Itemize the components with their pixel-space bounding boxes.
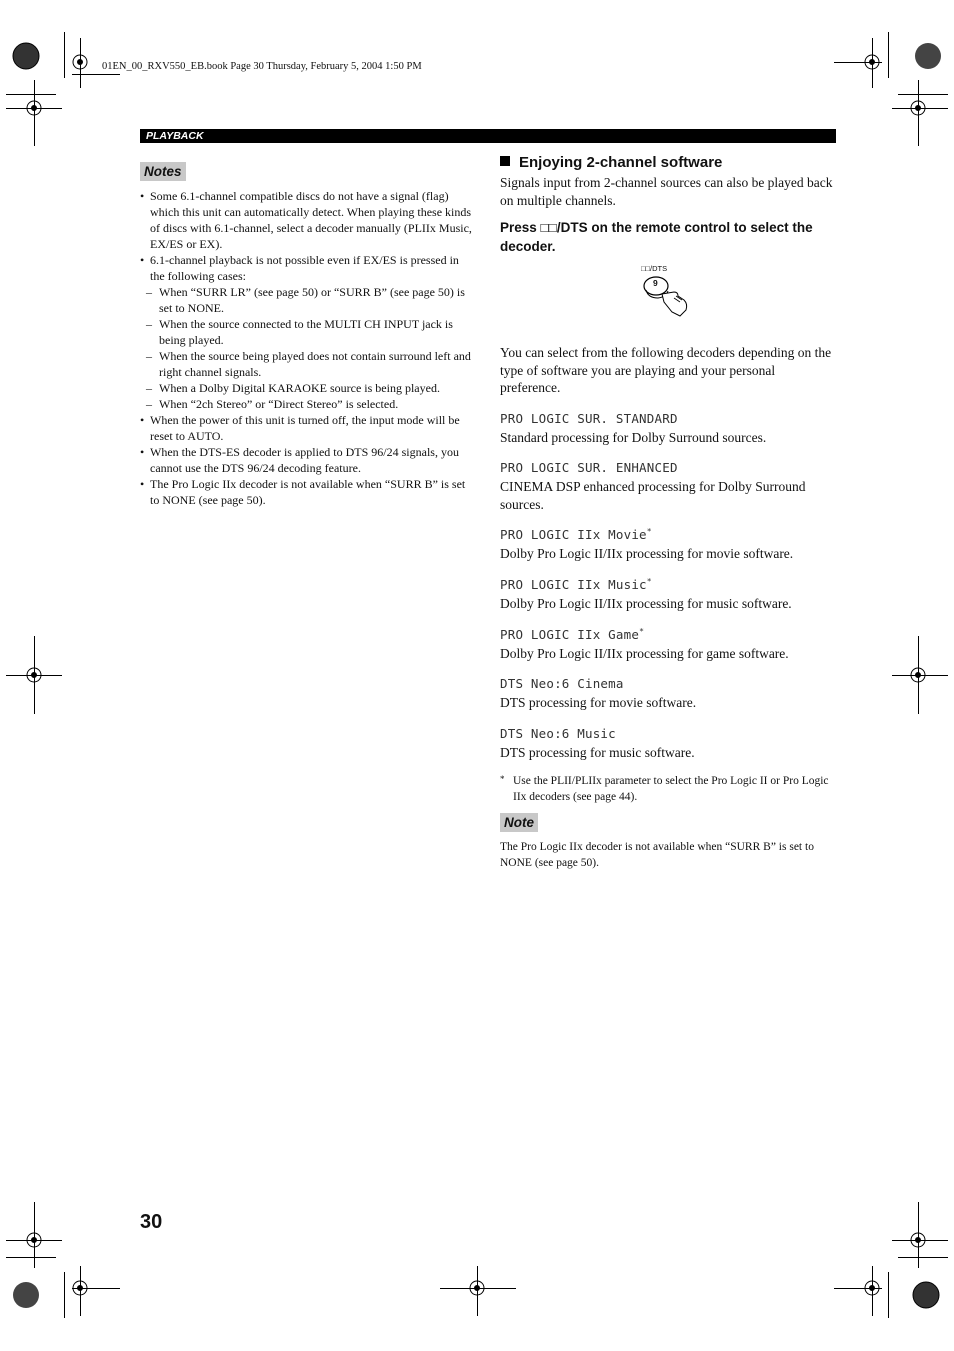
remote-button-icon — [640, 272, 692, 320]
decoder-entry — [500, 407, 836, 447]
button-caption: □□/DTS — [641, 264, 668, 273]
button-number: 9 — [653, 278, 658, 288]
select-text: You can select from the following decoders depending on the type of software you are playing and your personal preference. — [500, 345, 832, 395]
decoder-name: PRO LOGIC IIx Movie* — [500, 527, 652, 543]
square-bullet-icon — [500, 156, 510, 166]
decoder-entry — [500, 573, 836, 613]
section-title: PLAYBACK — [146, 130, 204, 142]
note-dash-item: – When the source connected to the MULTI CH INPUT jack is being played. — [140, 316, 476, 348]
decoder-name: PRO LOGIC SUR. ENHANCED — [500, 460, 678, 476]
notes-list — [140, 188, 476, 508]
file-header-info: 01EN_00_RXV550_EB.book Page 30 Thursday, February 5, 2004 1:50 PM — [102, 61, 422, 72]
note-bullet-item: • 6.1-channel playback is not possible even if EX/ES is pressed in the following cases: — [140, 252, 476, 284]
decoder-description: Dolby Pro Logic II/IIx processing for music software. — [500, 596, 792, 612]
notes-label: Notes — [140, 162, 186, 181]
decoder-entry — [500, 623, 836, 663]
section-bar — [140, 129, 836, 143]
note-bullet-item: • The Pro Logic IIx decoder is not available when “SURR B” is set to NONE (see page 50). — [140, 476, 476, 508]
page-number: 30 — [140, 1211, 163, 1233]
decoder-name: PRO LOGIC SUR. STANDARD — [500, 410, 678, 426]
remote-button-illustration — [500, 256, 836, 338]
decoder-name: PRO LOGIC IIx Music* — [500, 576, 652, 593]
decoder-description: CINEMA DSP enhanced processing for Dolby Surround sources. — [500, 479, 806, 512]
note-dash-item: – When “2ch Stereo” or “Direct Stereo” is selected. — [140, 396, 476, 412]
decoder-asterisk: * — [646, 576, 652, 586]
note-dash-item: – When “SURR LR” (see page 50) or “SURR B” (see page 50) is set to NONE. — [140, 284, 476, 316]
press-instruction: Press □□/DTS on the remote control to select the decoder. — [500, 220, 813, 254]
decoder-description: Standard processing for Dolby Surround sources. — [500, 429, 767, 445]
note-text: The Pro Logic IIx decoder is not available when “SURR B” is set to NONE (see page 50). — [500, 840, 814, 869]
decoder-name: DTS Neo:6 Cinema — [500, 676, 624, 692]
decoder-entry — [500, 722, 836, 762]
decoder-asterisk: * — [639, 626, 645, 636]
decoder-name: DTS Neo:6 Music — [500, 726, 616, 742]
note-bullet-item: • When the DTS-ES decoder is applied to DTS 96/24 signals, you cannot use the DTS 96/24 decoding feature. — [140, 444, 476, 476]
note-label: Note — [500, 813, 538, 832]
decoder-description: DTS processing for movie software. — [500, 695, 697, 711]
decoder-description: Dolby Pro Logic II/IIx processing for movie software. — [500, 546, 794, 562]
decoder-entry — [500, 523, 836, 563]
decoder-entry — [500, 672, 836, 712]
right-column — [500, 153, 836, 871]
note-dash-item: – When a Dolby Digital KARAOKE source is being played. — [140, 380, 476, 396]
footnote: * Use the PLII/PLIIx parameter to select the Pro Logic II or Pro Logic IIx decoders (see page 44). — [500, 773, 829, 803]
intro-text: Signals input from 2-channel sources can also be played back on multiple channels. — [500, 175, 833, 208]
decoder-list — [500, 407, 836, 762]
decoder-asterisk: * — [646, 527, 652, 537]
note-bullet-item: • When the power of this unit is turned off, the input mode will be reset to AUTO. — [140, 412, 476, 444]
decoder-description: DTS processing for music software. — [500, 745, 695, 761]
section-heading: Enjoying 2-channel software — [500, 153, 836, 173]
decoder-name: PRO LOGIC IIx Game* — [500, 626, 645, 642]
note-dash-item: – When the source being played does not contain surround left and right channel signals. — [140, 348, 476, 380]
note-bullet-item: • Some 6.1-channel compatible discs do not have a signal (flag) which this unit can automatically detect. When playing these kinds of discs with 6.1-channel, select a decoder manually (PLIIx Music, EX/ES or EX). — [140, 188, 476, 252]
decoder-description: Dolby Pro Logic II/IIx processing for game software. — [500, 645, 789, 661]
decoder-entry — [500, 456, 836, 513]
